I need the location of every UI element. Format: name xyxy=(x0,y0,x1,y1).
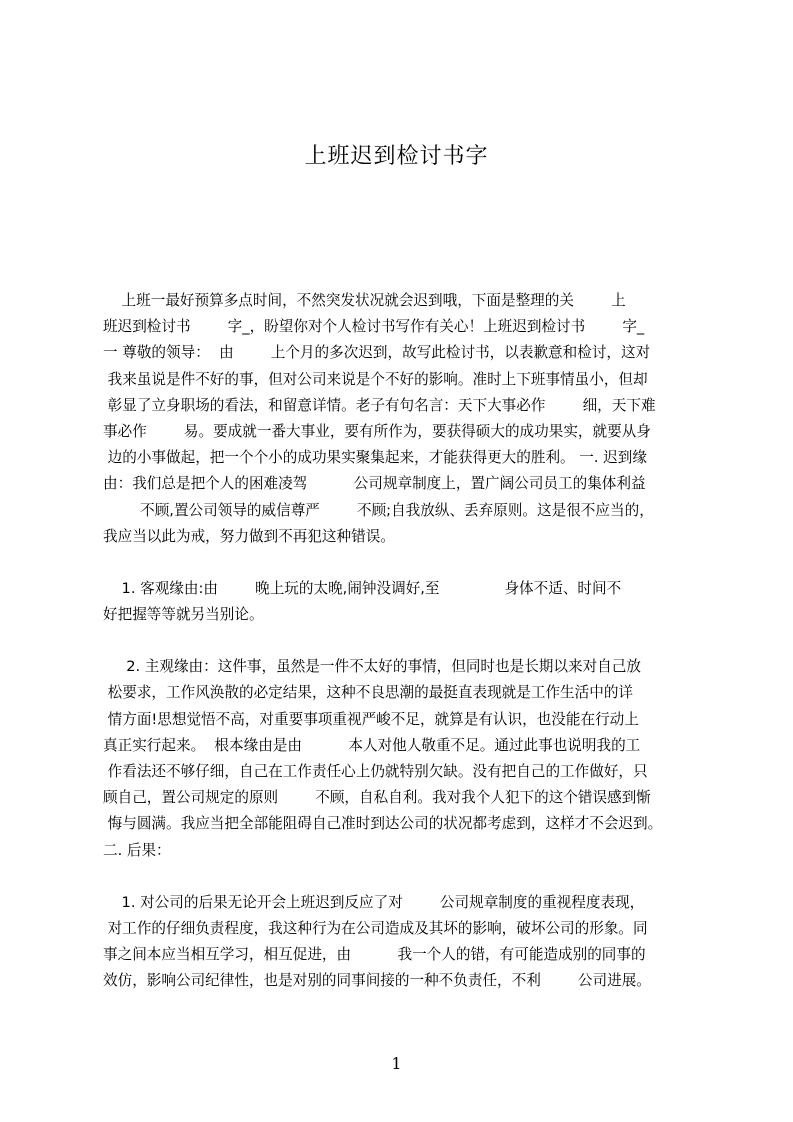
text-line: 由：我们总是把个人的困难凌驾 公司规章制度上，置广阔公司员工的集体利益 xyxy=(103,475,646,493)
paragraph-intro xyxy=(103,288,700,550)
text-line: 效仿，影响公司纪律性，也是对别的同事间接的一种不负责任，不利 公司进展。 xyxy=(103,972,651,990)
document-body xyxy=(103,288,700,995)
paragraph-objective-reason xyxy=(103,576,700,628)
text-line: 我来虽说是件不好的事，但对公司来说是个不好的影响。准时上下班事情虽小，但却 xyxy=(103,370,648,388)
text-line: 边的小事做起，把一个个小的成功果实聚集起来，才能获得更大的胜利。 一. 迟到缘 xyxy=(103,449,647,467)
paragraph-consequences xyxy=(103,890,700,995)
text-line: 松要求，工作风涣散的必定结果，这种不良思潮的最挺直表现就是工作生活中的详 xyxy=(103,684,634,702)
text-line: 一 尊敬的领导： 由 上个月的多次迟到，故写此检讨书，以表歉意和检讨，这对 xyxy=(103,344,651,362)
paragraph-subjective-reason xyxy=(103,654,700,864)
document-title: 上班迟到检讨书字 xyxy=(304,144,489,169)
text-line: 作看法还不够仔细，自己在工作责任心上仍就特别欠缺。没有把自己的工作做好，只 xyxy=(103,763,648,780)
text-line: 顾自己，置公司规定的原则 不顾，自私自利。我对我个人犯下的这个错误感到惭 xyxy=(103,789,651,807)
text-line: 1. 客观缘由:由 晚上玩的太晚,闹钟没调好,至 身体不适、时间不 xyxy=(103,579,622,597)
page-number: 1 xyxy=(391,1054,402,1073)
text-line: 情方面!思想觉悟不高，对重要事项重视严峻不足，就算是有认识，也没能在行动上 xyxy=(103,710,639,728)
text-line: 事必作 易。要成就一番大事业，要有所作为，要获得硕大的成功果实，就要从身 xyxy=(103,422,651,440)
text-line: 悔与圆满。我应当把全部能阻碍自己准时到达公司的状况都考虑到，这样才不会迟到。 xyxy=(103,815,663,833)
text-line: 二. 后果： xyxy=(103,841,171,859)
paragraph-spacer xyxy=(103,864,700,890)
text-line: 对工作的仔细负责程度，我这种行为在公司造成及其坏的影响，破坏公司的形象。同 xyxy=(103,919,648,937)
text-line: 彰显了立身职场的看法，和留意详情。老子有句名言：天下大事必作 细，天下难 xyxy=(103,396,656,414)
text-line: 1. 对公司的后果无论开会上班迟到反应了对 公司规章制度的重视程度表现， xyxy=(103,893,645,911)
text-line: 好把握等等就另当别论。 xyxy=(103,606,264,624)
paragraph-spacer xyxy=(103,550,700,576)
text-line: 2. 主观缘由：这件事，虽然是一件不太好的事情，但同时也是长期以来对自己放 xyxy=(103,658,641,676)
text-line: 上班一最好预算多点时间，不然突发状况就会迟到哦，下面是整理的关 上 xyxy=(103,292,626,309)
text-line: 事之间本应当相互学习，相互促进，由 我一个人的错，有可能造成别的同事的 xyxy=(103,946,646,964)
text-line: 真正实行起来。 根本缘由是由 本人对他人敬重不足。通过此事也说明我的工 xyxy=(103,736,641,754)
text-line: 班迟到检讨书 字_，盼望你对个人检讨书写作有关心！上班迟到检讨书 字_ xyxy=(103,318,645,336)
paragraph-spacer xyxy=(103,628,700,654)
text-line: 我应当以此为戒，努力做到不再犯这种错误。 xyxy=(103,527,395,545)
text-line: 不顾,置公司领导的威信尊严 不顾;自我放纵、丢弃原则。这是很不应当的， xyxy=(103,501,654,519)
